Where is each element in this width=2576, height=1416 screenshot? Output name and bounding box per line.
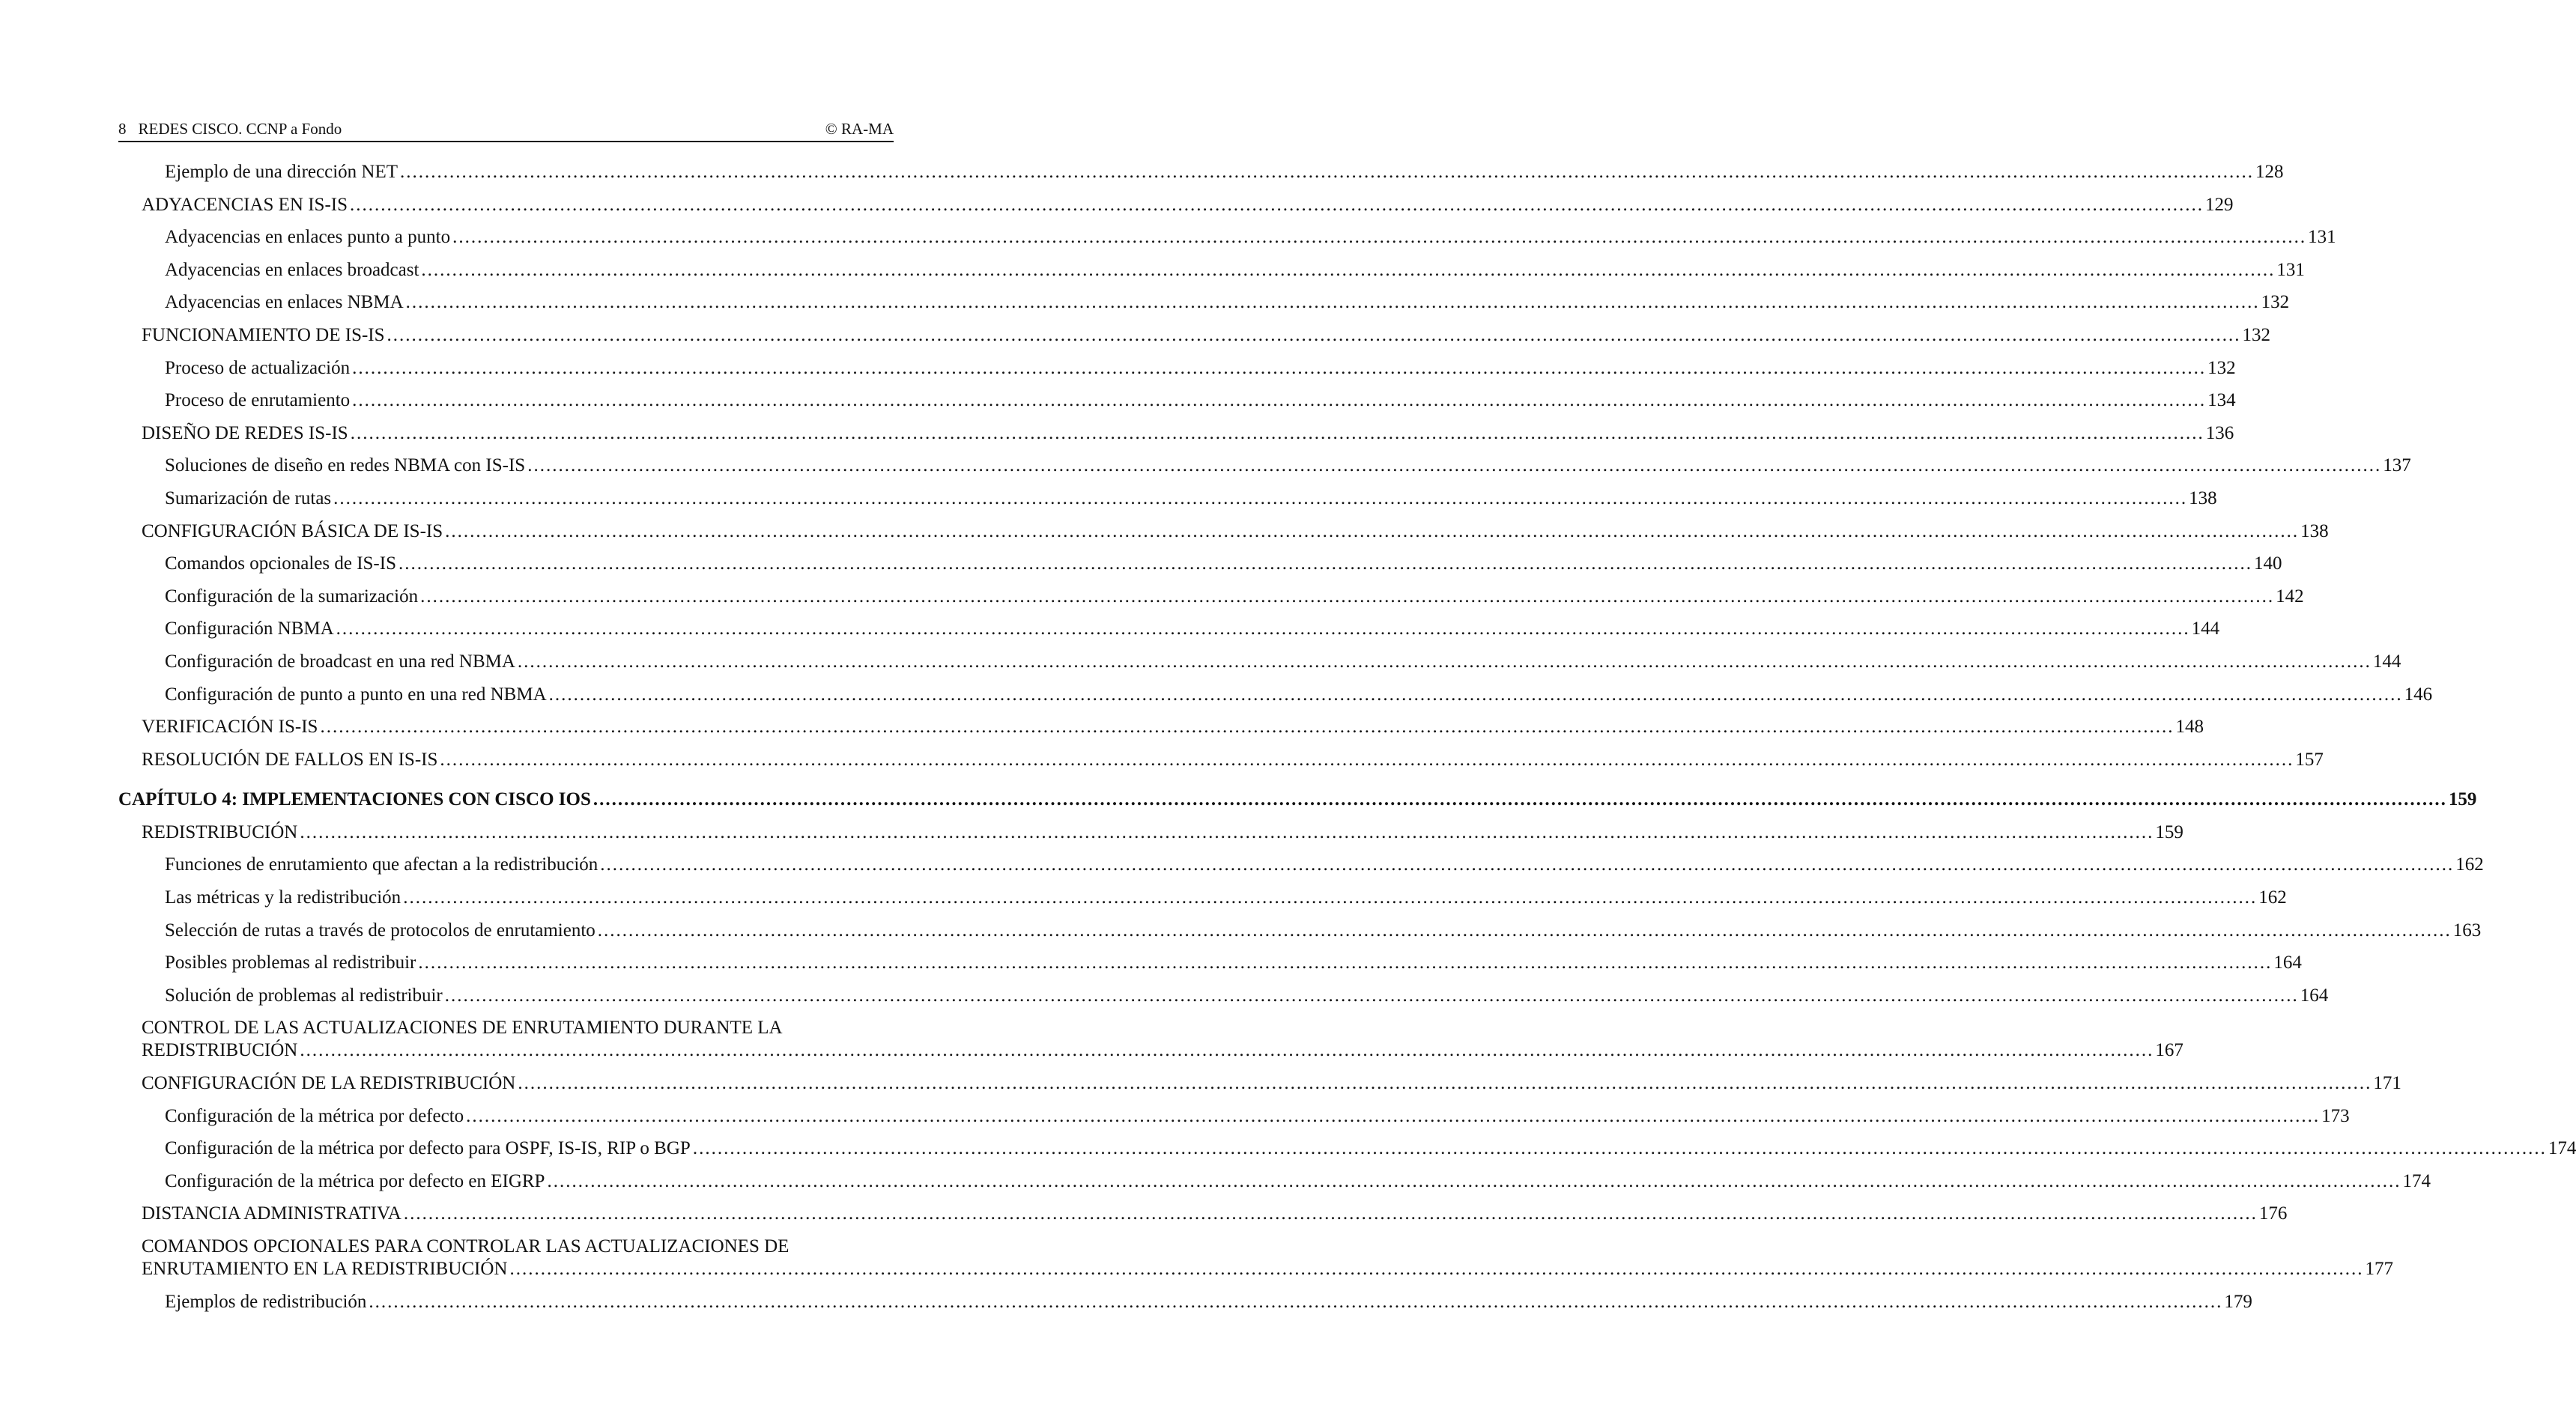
toc-subsection-entry	[118, 259, 2305, 282]
toc-entry-title: Comandos opcionales de IS-IS	[165, 553, 396, 574]
toc-entry-title: Ejemplo de una dirección NET	[165, 162, 398, 182]
dot-leader: ............................................................................................................................................................................................................................................................................................................	[320, 717, 2175, 738]
toc-entry-line	[165, 854, 2484, 876]
toc-entry-page-number: 174	[2548, 1138, 2576, 1159]
toc-entry-page-number: 142	[2276, 586, 2304, 607]
dot-leader: ............................................................................................................................................................................................................................................................................................................	[597, 920, 2452, 941]
toc-entry-title: Posibles problemas al redistribuir	[165, 952, 416, 973]
toc-entry-line	[165, 887, 2287, 909]
toc-entry-page-number: 164	[2300, 985, 2329, 1006]
toc-entry-line	[165, 259, 2305, 282]
toc-entry-line	[142, 324, 2271, 347]
dot-leader: ............................................................................................................................................................................................................................................................................................................	[517, 651, 2372, 672]
dot-leader: ............................................................................................................................................................................................................................................................................................................	[509, 1259, 2364, 1279]
toc-entry-page-number: 148	[2175, 717, 2204, 738]
toc-entry-line	[165, 553, 2282, 575]
toc-entry-page-number: 146	[2404, 684, 2433, 705]
toc-entry-page-number: 132	[2207, 357, 2236, 378]
toc-subsection-entry	[118, 586, 2304, 608]
toc-entry-page-number: 128	[2255, 162, 2284, 182]
toc-entry-page-number: 131	[2308, 227, 2336, 248]
toc-section-entry	[118, 1203, 2288, 1225]
toc-subsection-entry	[118, 357, 2236, 380]
toc-entry-title: Configuración de broadcast en una red NBMA	[165, 651, 515, 672]
toc-section-entry	[118, 520, 2329, 543]
toc-section-entry	[118, 1072, 2401, 1095]
toc-subsection-entry	[118, 1170, 2431, 1193]
header-left	[118, 120, 342, 139]
toc-section-entry	[118, 324, 2271, 347]
dot-leader: ............................................................................................................................................................................................................................................................................................................	[418, 952, 2273, 973]
toc-entry-title: CONFIGURACIÓN DE LA REDISTRIBUCIÓN	[142, 1073, 516, 1094]
toc-entry-page-number: 162	[2258, 887, 2287, 908]
toc-entry-title: Configuración de la métrica por defecto en EIGRP	[165, 1170, 545, 1191]
toc-entry-line	[165, 618, 2220, 640]
dot-leader: ............................................................................................................................................................................................................................................................................................................	[400, 162, 2254, 182]
toc-subsection-entry	[118, 920, 2482, 942]
toc-subsection-entry	[118, 226, 2336, 249]
header-divider	[118, 141, 894, 142]
toc-entry-line	[165, 586, 2304, 608]
dot-leader: ............................................................................................................................................................................................................................................................................................................	[403, 1203, 2258, 1224]
dot-leader: ............................................................................................................................................................................................................................................................................................................	[547, 1170, 2401, 1191]
toc-entry-page-number: 179	[2224, 1291, 2252, 1312]
toc-entry-title: Funciones de enrutamiento que afectan a la redistribución	[165, 854, 598, 875]
dot-leader: ............................................................................................................................................................................................................................................................................................................	[405, 292, 2260, 313]
toc-subsection-entry	[118, 455, 2411, 477]
dot-leader: ............................................................................................................................................................................................................................................................................................................	[444, 985, 2299, 1006]
toc-entry-title: REDISTRIBUCIÓN	[142, 821, 298, 842]
toc-entry-title: Proceso de enrutamiento	[165, 390, 351, 411]
toc-entry-line	[165, 226, 2336, 249]
toc-entry-line	[142, 749, 2324, 771]
dot-leader: ............................................................................................................................................................................................................................................................................................................	[398, 553, 2252, 574]
toc-subsection-entry	[118, 618, 2220, 640]
toc-entry-line	[165, 651, 2401, 673]
dot-leader: ............................................................................................................................................................................................................................................................................................................	[403, 887, 2258, 908]
dot-leader: ............................................................................................................................................................................................................................................................................................................	[421, 259, 2276, 280]
toc-subsection-entry	[118, 952, 2302, 974]
toc-entry-title: Adyacencias en enlaces punto a punto	[165, 227, 451, 248]
toc-subsection-entry	[118, 651, 2401, 673]
toc-entry-title-line1: CONTROL DE LAS ACTUALIZACIONES DE ENRUTAMIENTO DURANTE LA	[142, 1018, 783, 1039]
toc-entry-title: CAPÍTULO 4: IMPLEMENTACIONES CON CISCO IOS	[118, 789, 591, 810]
toc-entry-page-number: 134	[2207, 390, 2236, 411]
toc-subsection-entry	[118, 553, 2282, 575]
toc-entry-page-number: 137	[2383, 455, 2411, 476]
toc-entry-title: Soluciones de diseño en redes NBMA con IS-IS	[165, 455, 526, 476]
toc-entry-page-number: 176	[2258, 1203, 2288, 1224]
toc-entry-page-number: 174	[2402, 1170, 2431, 1191]
toc-entry-title: REDISTRIBUCIÓN	[142, 1040, 298, 1061]
dot-leader: ............................................................................................................................................................................................................................................................................................................	[692, 1138, 2547, 1159]
toc-entry-page-number: 157	[2295, 749, 2324, 770]
table-of-contents	[118, 161, 2576, 1313]
toc-entry-page-number: 171	[2373, 1073, 2401, 1094]
toc-entry-line	[165, 985, 2329, 1007]
toc-section-entry	[118, 422, 2234, 445]
toc-entry-page-number: 138	[2189, 487, 2217, 508]
toc-entry-page-number: 144	[2372, 651, 2401, 672]
dot-leader: ............................................................................................................................................................................................................................................................................................................	[300, 1040, 2154, 1061]
toc-entry-line	[142, 1072, 2401, 1095]
dot-leader: ............................................................................................................................................................................................................................................................................................................	[352, 357, 2207, 378]
toc-entry-line	[165, 291, 2290, 314]
toc-entry-line	[165, 1291, 2252, 1313]
toc-entry-title: ENRUTAMIENTO EN LA REDISTRIBUCIÓN	[142, 1259, 508, 1279]
toc-entry-page-number: 162	[2455, 854, 2484, 875]
dot-leader: ............................................................................................................................................................................................................................................................................................................	[466, 1105, 2321, 1126]
running-header	[118, 120, 894, 139]
toc-entry-title: ADYACENCIAS EN IS-IS	[142, 194, 348, 215]
toc-entry-line	[142, 194, 2234, 216]
toc-entry-title: Configuración de la sumarización	[165, 586, 419, 607]
toc-entry-line	[165, 952, 2302, 974]
toc-entry-line	[142, 1258, 2393, 1280]
dot-leader: ............................................................................................................................................................................................................................................................................................................	[548, 684, 2403, 705]
dot-leader: ............................................................................................................................................................................................................................................................................................................	[445, 520, 2300, 541]
toc-chapter-entry	[118, 788, 2477, 811]
toc-section-entry	[118, 716, 2204, 738]
toc-entry-line	[142, 716, 2204, 738]
toc-entry-line	[165, 487, 2217, 510]
toc-entry-page-number: 173	[2321, 1105, 2350, 1126]
toc-entry-title: Configuración NBMA	[165, 619, 334, 639]
toc-entry-title: VERIFICACIÓN IS-IS	[142, 717, 318, 738]
dot-leader: ............................................................................................................................................................................................................................................................................................................	[527, 455, 2382, 476]
toc-entry-title: Ejemplos de redistribución	[165, 1291, 367, 1312]
toc-entry-line	[142, 422, 2234, 445]
toc-entry-title: Solución de problemas al redistribuir	[165, 985, 443, 1006]
dot-leader: ............................................................................................................................................................................................................................................................................................................	[518, 1073, 2372, 1094]
dot-leader: ............................................................................................................................................................................................................................................................................................................	[333, 487, 2188, 508]
toc-entry-title: Configuración de punto a punto en una red NBMA	[165, 684, 547, 705]
toc-entry-page-number: 140	[2253, 553, 2282, 574]
toc-subsection-entry	[118, 487, 2217, 510]
toc-entry-page-number: 138	[2300, 520, 2329, 541]
toc-subsection-entry	[118, 291, 2290, 314]
toc-entry-page-number: 159	[2448, 789, 2477, 810]
toc-entry-title: Selección de rutas a través de protocolos de enrutamiento	[165, 920, 595, 941]
toc-entry-line	[165, 357, 2236, 380]
toc-entry-page-number: 129	[2205, 194, 2234, 215]
toc-subsection-entry	[118, 854, 2484, 876]
dot-leader: ............................................................................................................................................................................................................................................................................................................	[350, 194, 2204, 215]
toc-entry-title: Configuración de la métrica por defecto	[165, 1105, 464, 1126]
toc-entry-page-number: 131	[2276, 259, 2305, 280]
toc-entry-page-number: 159	[2155, 821, 2183, 842]
toc-entry-title: Proceso de actualización	[165, 357, 351, 378]
dot-leader: ............................................................................................................................................................................................................................................................................................................	[452, 227, 2307, 248]
toc-entry-page-number: 163	[2452, 920, 2482, 941]
toc-subsection-entry	[118, 1137, 2576, 1160]
dot-leader: ............................................................................................................................................................................................................................................................................................................	[600, 854, 2455, 875]
toc-entry-title: Sumarización de rutas	[165, 487, 332, 508]
toc-entry-line	[142, 1203, 2288, 1225]
toc-subsection-entry	[118, 1105, 2350, 1128]
toc-entry-line	[118, 788, 2477, 811]
toc-subsection-entry	[118, 684, 2433, 706]
toc-entry-title: DISTANCIA ADMINISTRATIVA	[142, 1203, 401, 1224]
toc-entry-title-line1: COMANDOS OPCIONALES PARA CONTROLAR LAS ACTUALIZACIONES DE	[142, 1236, 790, 1257]
toc-entry-line	[165, 389, 2236, 412]
header-publisher: © RA-MA	[825, 120, 894, 138]
toc-entry-line	[165, 1170, 2431, 1193]
dot-leader: ............................................................................................................................................................................................................................................................................................................	[352, 390, 2207, 411]
toc-subsection-entry	[118, 1291, 2252, 1313]
toc-subsection-entry	[118, 985, 2329, 1007]
toc-section-entry	[118, 1236, 2393, 1280]
toc-entry-line	[165, 161, 2284, 183]
toc-section-entry	[118, 749, 2324, 771]
toc-entry-title: Adyacencias en enlaces NBMA	[165, 292, 404, 313]
toc-entry-line	[142, 520, 2329, 543]
toc-entry-title: RESOLUCIÓN DE FALLOS EN IS-IS	[142, 749, 438, 770]
dot-leader: ............................................................................................................................................................................................................................................................................................................	[420, 586, 2275, 607]
toc-entry-page-number: 132	[2261, 292, 2290, 313]
toc-entry-title: Las métricas y la redistribución	[165, 887, 401, 908]
header-page-number: 8	[118, 120, 127, 138]
dot-leader: ............................................................................................................................................................................................................................................................................................................	[440, 749, 2294, 770]
toc-entry-page-number: 136	[2205, 422, 2234, 443]
header-book-title: REDES CISCO. CCNP a Fondo	[138, 120, 342, 138]
toc-entry-line	[165, 1105, 2350, 1128]
dot-leader: ............................................................................................................................................................................................................................................................................................................	[300, 821, 2154, 842]
toc-entry-title: CONFIGURACIÓN BÁSICA DE IS-IS	[142, 520, 443, 541]
toc-entry-page-number: 177	[2365, 1259, 2393, 1279]
dot-leader: ............................................................................................................................................................................................................................................................................................................	[350, 422, 2204, 443]
dot-leader: ............................................................................................................................................................................................................................................................................................................	[387, 324, 2241, 345]
toc-subsection-entry	[118, 161, 2284, 183]
toc-entry-title: Configuración de la métrica por defecto para OSPF, IS-IS, RIP o BGP	[165, 1138, 691, 1159]
toc-entry-line	[165, 1137, 2576, 1160]
toc-entry-page-number: 132	[2242, 324, 2271, 345]
toc-entry-title: FUNCIONAMIENTO DE IS-IS	[142, 324, 385, 345]
toc-entry-page-number: 144	[2191, 619, 2220, 639]
toc-section-entry	[118, 194, 2234, 216]
toc-section-entry	[118, 821, 2183, 844]
toc-entry-page-number: 164	[2273, 952, 2302, 973]
toc-entry-line	[165, 920, 2482, 942]
toc-entry-line	[142, 1039, 2183, 1062]
toc-entry-line	[142, 821, 2183, 844]
toc-subsection-entry	[118, 389, 2236, 412]
dot-leader: ............................................................................................................................................................................................................................................................................................................	[369, 1291, 2223, 1312]
toc-section-entry	[118, 1017, 2183, 1062]
toc-entry-line	[165, 455, 2411, 477]
toc-entry-title: DISEÑO DE REDES IS-IS	[142, 422, 348, 443]
toc-subsection-entry	[118, 887, 2287, 909]
toc-entry-title: Adyacencias en enlaces broadcast	[165, 259, 419, 280]
toc-entry-line	[165, 684, 2433, 706]
toc-entry-page-number: 167	[2155, 1040, 2183, 1061]
dot-leader: ............................................................................................................................................................................................................................................................................................................	[593, 789, 2447, 810]
dot-leader: ............................................................................................................................................................................................................................................................................................................	[336, 619, 2190, 639]
